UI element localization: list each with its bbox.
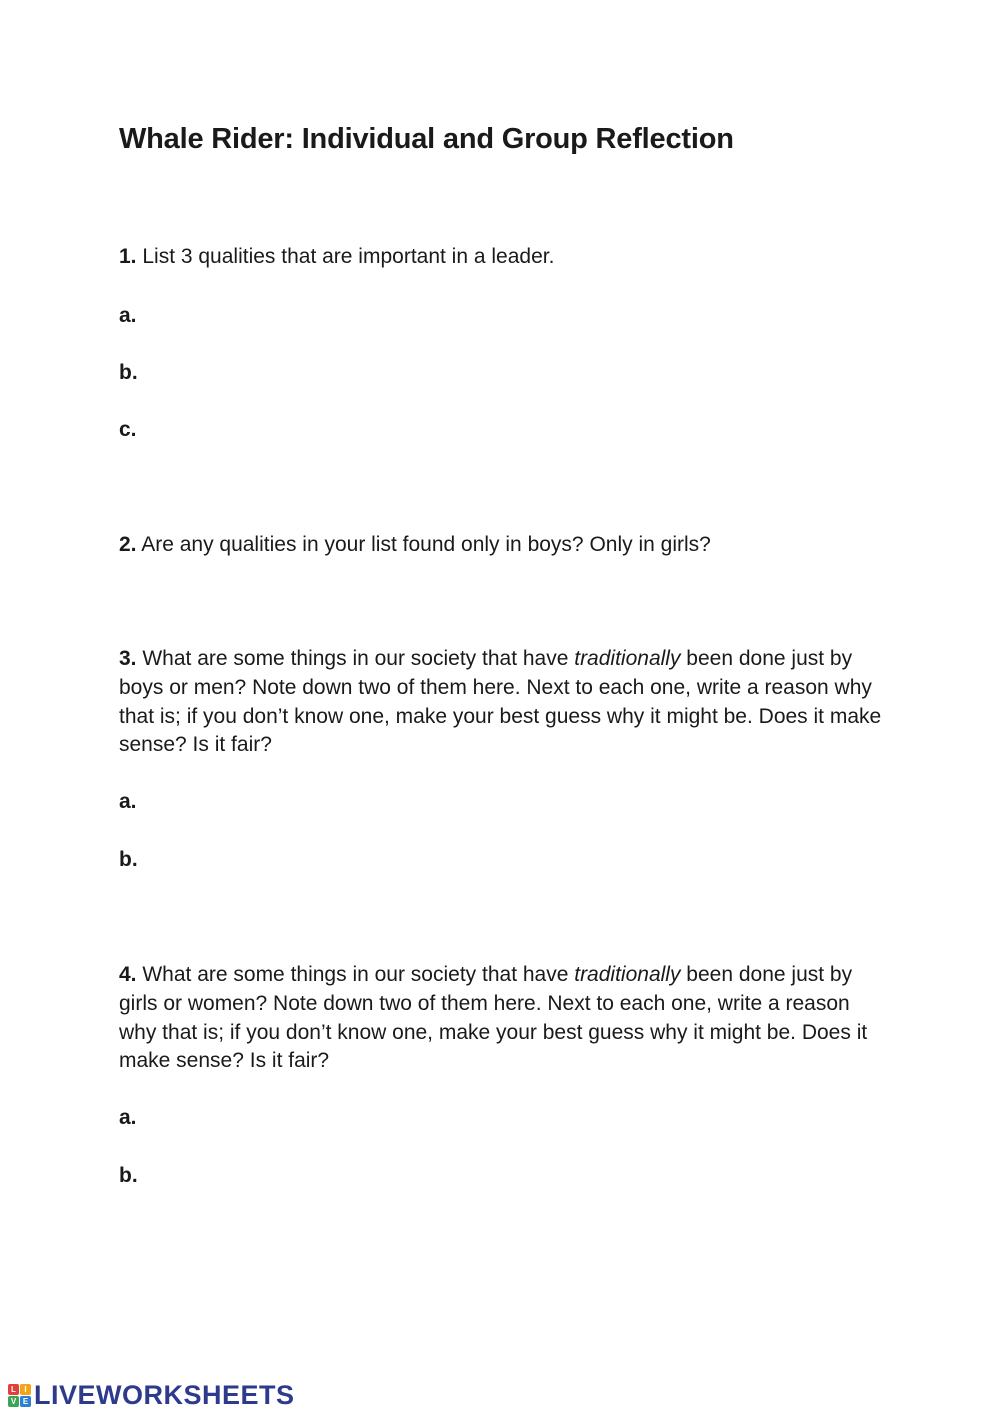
question-text-end: been done just by girls or women? Note down two of them here. Next to each one, write a reason why that is; if you don’t know one, make your best guess why it might be. Does it make sense? Is it fair? xyxy=(119,963,868,1073)
question-number: 1. xyxy=(119,245,137,268)
answer-label-1b: b. xyxy=(119,361,138,384)
question-1 xyxy=(119,243,889,272)
logo-mark-letter: V xyxy=(8,1396,19,1407)
question-text: List 3 qualities that are important in a leader. xyxy=(136,245,555,268)
question-text-end: been done just by boys or men? Note down two of them here. Next to each one, write a reason why that is; if you don’t know one, make your best guess why it might be. Does it make sense? Is it fair? xyxy=(119,647,882,757)
logo-mark-letter: E xyxy=(20,1396,31,1407)
question-number: 2. xyxy=(119,533,137,556)
answer-label-4b: b. xyxy=(119,1164,138,1187)
liveworksheets-logo-icon xyxy=(8,1384,31,1407)
question-3 xyxy=(119,645,889,760)
question-number: 3. xyxy=(119,647,137,670)
question-text: Are any qualities in your list found only in boys? Only in girls? xyxy=(136,533,711,556)
question-number: 4. xyxy=(119,963,137,986)
question-4 xyxy=(119,961,889,1076)
answer-label-1a: a. xyxy=(119,304,137,327)
logo-mark-letter: I xyxy=(20,1384,31,1395)
answer-label-4a: a. xyxy=(119,1106,137,1129)
question-2 xyxy=(119,531,889,560)
page-title: Whale Rider: Individual and Group Reflection xyxy=(119,123,734,155)
question-text-start: What are some things in our society that have xyxy=(136,647,575,670)
question-text-start: What are some things in our society that have xyxy=(136,963,575,986)
answer-label-3a: a. xyxy=(119,790,137,813)
liveworksheets-logo[interactable] xyxy=(8,1380,295,1410)
logo-text: LIVEWORKSHEETS xyxy=(34,1379,295,1410)
question-text-emphasis: traditionally xyxy=(574,647,681,670)
answer-label-3b: b. xyxy=(119,848,138,871)
logo-mark-letter: L xyxy=(8,1384,19,1395)
question-text-emphasis: traditionally xyxy=(574,963,681,986)
answer-label-1c: c. xyxy=(119,418,137,441)
